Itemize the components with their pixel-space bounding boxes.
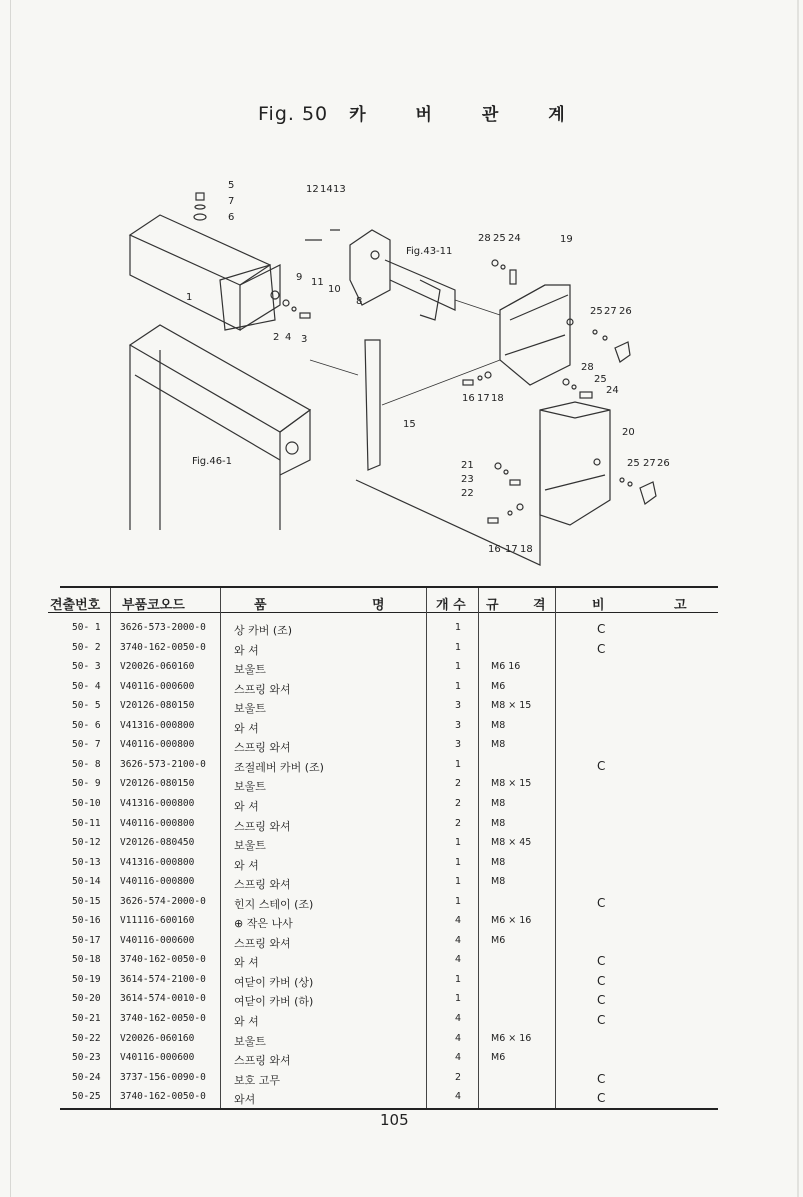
part-name-cell: ⊕ 작은 나사 — [234, 917, 293, 931]
part-code-cell: V41316-000800 — [120, 797, 195, 809]
qty-cell: 1 — [455, 641, 462, 653]
part-code-cell: 3614-574-0010-0 — [120, 993, 206, 1005]
svg-text:21: 21 — [461, 460, 474, 471]
table-row — [0, 818, 803, 837]
part-name-cell: 스프링 와셔 — [234, 819, 291, 833]
svg-text:3: 3 — [301, 334, 308, 345]
svg-text:Fig.46-1: Fig.46-1 — [192, 456, 233, 467]
qty-cell: 2 — [455, 797, 462, 809]
table-row — [0, 993, 803, 1012]
svg-text:25: 25 — [590, 306, 603, 317]
part-name-cell: 와 셔 — [234, 956, 259, 970]
part-name-cell: 상 카버 (조) — [234, 624, 293, 637]
qty-cell: 1 — [455, 993, 462, 1005]
qty-cell: 2 — [455, 817, 462, 829]
part-code-cell: 3626-573-2100-0 — [120, 758, 206, 770]
qty-cell: 1 — [455, 622, 462, 633]
part-no-cell: 50-17 — [72, 934, 101, 946]
part-no-cell: 50-13 — [72, 856, 101, 868]
spec-cell: M6 — [491, 1052, 506, 1064]
svg-text:16: 16 — [488, 544, 501, 555]
svg-text:27: 27 — [604, 306, 617, 317]
part-name-cell: 보호 고무 — [234, 1073, 281, 1087]
part-no-cell: 50-15 — [72, 895, 101, 907]
part-no-cell: 50-10 — [72, 797, 101, 809]
svg-text:10: 10 — [328, 284, 341, 295]
svg-text:14: 14 — [320, 184, 333, 195]
svg-text:26: 26 — [619, 306, 632, 317]
svg-text:16: 16 — [462, 393, 475, 404]
spec-cell: M6 × 16 — [491, 915, 532, 927]
part-name-cell: 힌지 스테이 (조) — [234, 897, 314, 911]
table-row — [0, 778, 803, 797]
part-name-cell: 와 셔 — [234, 721, 259, 735]
qty-cell: 1 — [455, 661, 462, 673]
spec-cell: M8 × 15 — [491, 778, 532, 790]
part-code-cell: V40116-000600 — [120, 934, 195, 946]
part-code-cell: 3740-162-0050-0 — [120, 1091, 206, 1103]
table-row — [0, 681, 803, 700]
svg-text:18: 18 — [491, 393, 504, 404]
part-no-cell: 50-21 — [72, 1013, 101, 1024]
part-code-cell: 3626-573-2000-0 — [120, 622, 206, 633]
part-no-cell: 50-19 — [72, 973, 101, 985]
spec-cell: M8 — [491, 856, 506, 868]
svg-text:12: 12 — [306, 184, 319, 195]
note-cell: C — [597, 758, 606, 773]
svg-text:28: 28 — [581, 362, 594, 373]
note-cell: C — [597, 954, 606, 969]
header-qty: 개 수 — [436, 598, 466, 613]
svg-text:24: 24 — [508, 233, 521, 244]
part-code-cell: V41316-000800 — [120, 856, 195, 868]
part-code-cell: 3737-156-0090-0 — [120, 1071, 206, 1083]
table-row — [0, 1072, 803, 1091]
part-no-cell: 50-22 — [72, 1032, 101, 1044]
svg-text:1: 1 — [186, 292, 193, 303]
svg-text:26: 26 — [657, 458, 670, 469]
part-name-cell: 보울트 — [234, 702, 266, 716]
qty-cell: 4 — [455, 1052, 462, 1064]
table-row — [0, 876, 803, 895]
table-row — [0, 915, 803, 934]
note-cell: C — [597, 973, 606, 988]
part-no-cell: 50- 1 — [72, 622, 101, 633]
svg-text:25: 25 — [627, 458, 640, 469]
part-name-cell: 스프링 와셔 — [234, 741, 291, 755]
svg-text:4: 4 — [285, 332, 292, 343]
part-code-cell: V20026-060160 — [120, 661, 195, 673]
part-code-cell: 3614-574-2100-0 — [120, 973, 206, 985]
qty-cell: 3 — [455, 700, 462, 712]
figure-title-text: 카 버 관 계 — [349, 105, 587, 125]
qty-cell: 4 — [455, 1013, 462, 1024]
spec-cell: M8 — [491, 739, 506, 751]
qty-cell: 4 — [455, 1091, 462, 1103]
part-no-cell: 50-25 — [72, 1091, 101, 1103]
svg-text:15: 15 — [403, 419, 416, 430]
part-code-cell: V40116-000600 — [120, 680, 195, 692]
spec-cell: M8 — [491, 876, 506, 888]
part-code-cell: 3740-162-0050-0 — [120, 641, 206, 653]
part-name-cell: 스프링 와셔 — [234, 878, 291, 892]
header-note-a: 비 — [592, 598, 605, 613]
table-row — [0, 642, 803, 661]
spec-cell: M8 × 45 — [491, 837, 532, 849]
figure-title — [258, 100, 587, 125]
part-code-cell: V11116-600160 — [120, 915, 195, 927]
part-no-cell: 50-16 — [72, 915, 101, 927]
table-row — [0, 759, 803, 778]
qty-cell: 4 — [455, 934, 462, 946]
part-name-cell: 보울트 — [234, 1034, 266, 1048]
part-no-cell: 50-20 — [72, 993, 101, 1005]
part-no-cell: 50- 2 — [72, 641, 101, 653]
page-number: 105 — [380, 1111, 409, 1129]
part-no-cell: 50- 4 — [72, 680, 101, 692]
header-spec-b: 격 — [533, 598, 546, 613]
part-code-cell: V40116-000800 — [120, 876, 195, 888]
part-no-cell: 50-11 — [72, 817, 101, 829]
part-no-cell: 50-12 — [72, 837, 101, 849]
table-row — [0, 1013, 803, 1032]
qty-cell: 1 — [455, 758, 462, 770]
part-name-cell: 스프링 와셔 — [234, 1054, 291, 1068]
qty-cell: 2 — [455, 1071, 462, 1083]
part-name-cell: 보울트 — [234, 839, 266, 853]
table-row — [0, 935, 803, 954]
part-no-cell: 50- 5 — [72, 700, 101, 712]
part-name-cell: 스프링 와셔 — [234, 936, 291, 950]
spec-cell: M6 — [491, 934, 506, 946]
table-row — [0, 954, 803, 973]
qty-cell: 3 — [455, 739, 462, 751]
svg-text:25: 25 — [594, 374, 607, 385]
header-part-code: 부품코오드 — [122, 598, 185, 613]
part-name-cell: 조절레버 카버 (조) — [234, 760, 324, 774]
part-name-cell: 보울트 — [234, 780, 266, 794]
table-row — [0, 798, 803, 817]
svg-text:20: 20 — [622, 427, 635, 438]
svg-text:17: 17 — [505, 544, 518, 555]
qty-cell: 4 — [455, 954, 462, 966]
header-note-b: 고 — [674, 598, 687, 613]
part-code-cell: V20126-080450 — [120, 837, 195, 849]
note-cell: C — [597, 641, 606, 656]
spec-cell: M6 — [491, 680, 506, 692]
qty-cell: 3 — [455, 719, 462, 731]
svg-text:19: 19 — [560, 234, 573, 245]
table-row — [0, 661, 803, 680]
part-name-cell: 스프링 와셔 — [234, 682, 291, 696]
svg-text:18: 18 — [520, 544, 533, 555]
note-cell: C — [597, 1013, 606, 1027]
note-cell: C — [597, 1071, 606, 1086]
svg-text:28: 28 — [478, 233, 491, 244]
header-part-no: 견출번호 — [50, 598, 101, 613]
part-code-cell: V41316-000800 — [120, 719, 195, 731]
part-code-cell: 3740-162-0050-0 — [120, 1013, 206, 1024]
table-row — [0, 700, 803, 719]
table-row — [0, 896, 803, 915]
note-cell: C — [597, 1091, 606, 1106]
svg-text:25: 25 — [493, 233, 506, 244]
part-code-cell: V20126-080150 — [120, 700, 195, 712]
spec-cell: M8 × 15 — [491, 700, 532, 712]
qty-cell: 1 — [455, 895, 462, 907]
part-no-cell: 50-18 — [72, 954, 101, 966]
part-no-cell: 50- 8 — [72, 758, 101, 770]
table-row — [0, 974, 803, 993]
part-no-cell: 50-14 — [72, 876, 101, 888]
figure-label: Fig. 50 — [258, 103, 329, 125]
table-row — [0, 837, 803, 856]
part-no-cell: 50- 6 — [72, 719, 101, 731]
header-spec-a: 규 — [486, 598, 499, 613]
part-no-cell: 50-24 — [72, 1071, 101, 1083]
header-name-b: 명 — [372, 598, 385, 613]
spec-cell: M8 — [491, 817, 506, 829]
table-row — [0, 1033, 803, 1052]
svg-text:23: 23 — [461, 474, 474, 485]
svg-text:27: 27 — [643, 458, 656, 469]
svg-text:11: 11 — [311, 277, 324, 288]
svg-text:8: 8 — [356, 296, 363, 307]
part-no-cell: 50- 9 — [72, 778, 101, 790]
table-row — [0, 1091, 803, 1110]
qty-cell: 1 — [455, 856, 462, 868]
table-row — [0, 1052, 803, 1071]
part-name-cell: 와셔 — [234, 1093, 256, 1107]
part-name-cell: 와 셔 — [234, 643, 259, 657]
part-no-cell: 50- 7 — [72, 739, 101, 751]
part-code-cell: V40116-000800 — [120, 817, 195, 829]
svg-text:9: 9 — [296, 272, 303, 283]
part-code-cell: V20126-080150 — [120, 778, 195, 790]
qty-cell: 1 — [455, 876, 462, 888]
svg-text:2: 2 — [273, 332, 280, 343]
part-name-cell: 보울트 — [234, 663, 266, 677]
svg-text:24: 24 — [606, 385, 619, 396]
qty-cell: 2 — [455, 778, 462, 790]
qty-cell: 1 — [455, 680, 462, 692]
svg-text:5: 5 — [228, 180, 235, 191]
svg-text:17: 17 — [477, 393, 490, 404]
part-code-cell: V40116-000600 — [120, 1052, 195, 1064]
note-cell: C — [597, 993, 606, 1008]
spec-cell: M8 — [491, 797, 506, 809]
part-name-cell: 와 셔 — [234, 799, 259, 813]
qty-cell: 4 — [455, 1032, 462, 1044]
spec-cell: M8 — [491, 719, 506, 731]
note-cell: C — [597, 895, 606, 910]
table-top-rule — [60, 586, 718, 588]
part-code-cell: 3740-162-0050-0 — [120, 954, 206, 966]
part-code-cell: 3626-574-2000-0 — [120, 895, 206, 907]
part-name-cell: 와 셔 — [234, 1015, 259, 1028]
svg-text:22: 22 — [461, 488, 474, 499]
svg-text:13: 13 — [333, 184, 346, 195]
part-no-cell: 50- 3 — [72, 661, 101, 673]
part-code-cell: V40116-000800 — [120, 739, 195, 751]
svg-text:6: 6 — [228, 212, 235, 223]
part-code-cell: V20026-060160 — [120, 1032, 195, 1044]
table-row — [0, 739, 803, 758]
exploded-parts-diagram — [100, 170, 700, 580]
table-row — [0, 720, 803, 739]
note-cell: C — [597, 622, 606, 636]
part-no-cell: 50-23 — [72, 1052, 101, 1064]
svg-text:7: 7 — [228, 196, 235, 207]
table-row — [0, 622, 803, 641]
qty-cell: 4 — [455, 915, 462, 927]
qty-cell: 1 — [455, 837, 462, 849]
qty-cell: 1 — [455, 973, 462, 985]
spec-cell: M6 16 — [491, 661, 521, 673]
spec-cell: M6 × 16 — [491, 1032, 532, 1044]
svg-text:Fig.43-11: Fig.43-11 — [406, 246, 453, 257]
part-name-cell: 와 셔 — [234, 858, 259, 872]
parts-drawing — [100, 170, 700, 580]
header-name-a: 품 — [254, 598, 267, 613]
part-name-cell: 여닫이 카버 (상) — [234, 975, 314, 989]
table-row — [0, 857, 803, 876]
part-name-cell: 여닫이 카버 (하) — [234, 995, 314, 1009]
